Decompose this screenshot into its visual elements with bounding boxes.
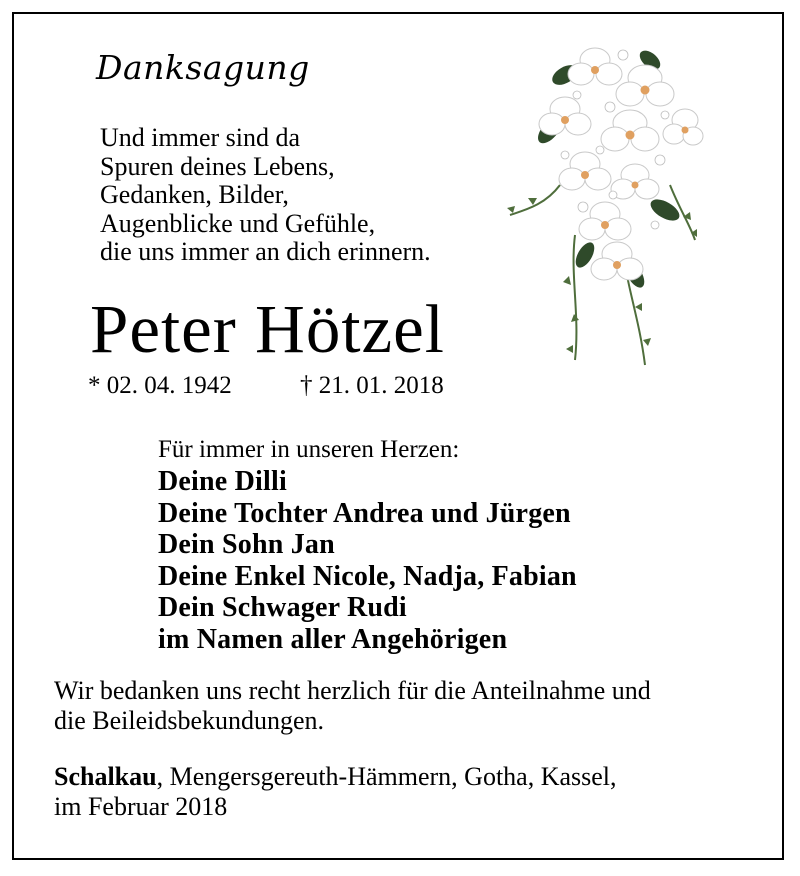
poem (100, 124, 431, 267)
place-rest: , Mengersgereuth-Hämmern, Gotha, Kassel, (156, 762, 617, 791)
orchid-bouquet-image (505, 35, 705, 370)
birth-date: * 02. 04. 1942 (88, 372, 232, 399)
signer-line: im Namen aller Angehörigen (158, 623, 508, 655)
signer-line: Dein Sohn Jan (158, 529, 335, 560)
signer-line: Deine Dilli (158, 466, 287, 497)
heading-danksagung: Danksagung (96, 48, 310, 87)
signer-line: Dein Schwager Rudi (158, 592, 407, 623)
deceased-name: Peter Hötzel (90, 291, 445, 367)
place-line (54, 762, 617, 792)
place-town: Schalkau (54, 762, 157, 791)
poem-line: die uns immer an dich erinnern. (100, 237, 431, 266)
poem-line: Spuren deines Lebens, (100, 151, 335, 181)
death-date: † 21. 01. 2018 (300, 372, 444, 399)
thanks-text (54, 676, 754, 736)
thanks-line: Wir bedanken uns recht herzlich für die Anteilnahme und (54, 676, 651, 705)
poem-line: Gedanken, Bilder, (100, 180, 289, 209)
thanks-line: die Beileidsbekundungen. (54, 706, 325, 735)
poem-line: Und immer sind da (100, 123, 301, 152)
poem-line: Augenblicke und Gefühle, (100, 208, 376, 238)
signer-line: Deine Tochter Andrea und Jürgen (158, 497, 571, 529)
signer-line: Deine Enkel Nicole, Nadja, Fabian (158, 560, 577, 592)
signers-list (158, 466, 577, 655)
date-line: im Februar 2018 (54, 792, 228, 821)
herzen-line: Für immer in unseren Herzen: (158, 436, 460, 463)
place-and-date (54, 762, 617, 822)
life-dates (88, 372, 444, 400)
